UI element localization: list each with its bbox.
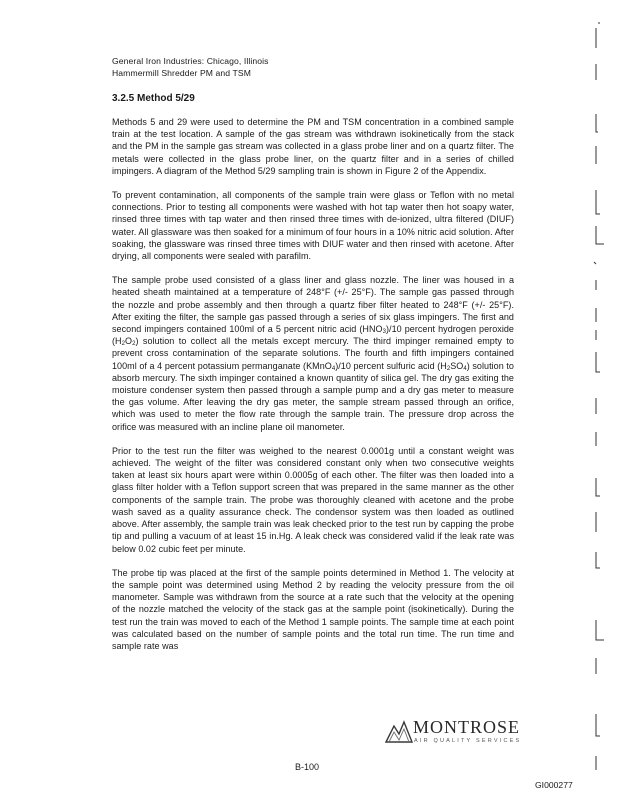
logo-tagline: AIR QUALITY SERVICES [414, 738, 522, 744]
text-run: )/10 percent hydrogen peroxide (H [112, 324, 514, 347]
montrose-logo-icon [384, 716, 414, 746]
subscript: 2 [132, 341, 136, 348]
subscript: 4 [331, 365, 336, 372]
text-run: ) solution to absorb mercury. The sixth impinger contained a known quantity of silica gel. The dry gas exiting the moisture condenser system then passed through a sample pump and a dry gas meter to measure the gas volume. After leaving the dry gas meter, the sample stream passed through an orifice, which was used to meter the flow rate through the sample train. The pressure drop across the orifice was measured with an incline plane oil manometer. [112, 360, 514, 432]
margin-scan-marks [590, 0, 618, 800]
text-run: SO [450, 360, 464, 371]
paragraph-sample-probe [112, 274, 514, 433]
paragraph-probe-sampling: The probe tip was placed at the first of the sample points determined in Method 1. The velocity at the sample point was determined using Method 2 by reading the velocity pressure from the oil manometer. Sample was withdrawn from the source at a rate such that the velocity at the opening of the nozzle matched the velocity of the stack gas at the sample point (isokinetically). During the test run the train was moved to each of the Method 1 sample points. The sample time at each point was calculated based on the number of sample points and the total run time. The run time and sample rate was [112, 567, 514, 651]
text-run: )/10 percent sulfuric acid (H [335, 360, 447, 371]
text-run: The sample probe used consisted of a glass liner and glass nozzle. The liner was housed in a heated sheath maintained at a temperature of 248°F (+/- 25°F). The sample gas passed through the nozzle and probe assembly and then through a quartz fiber filter heated to 248°F (+/- 25°F). After exiting the filter, the sample gas passed through a series of six glass impingers. The first and second impingers contained 100ml of a 5 percent nitric acid (HNO [112, 275, 514, 335]
subscript: 2 [121, 341, 125, 348]
header-client-line: General Iron Industries: Chicago, Illinois [112, 56, 269, 66]
subscript: 4 [463, 365, 467, 372]
subscript: 3 [382, 329, 386, 336]
header-project-line: Hammermill Shredder PM and TSM [112, 67, 251, 78]
montrose-logo [384, 716, 522, 750]
document-body [112, 116, 514, 664]
text-run: ) solution to collect all the metals except mercury. The third impinger remained empty to prevent cross contamination of the separate solutions. The fourth and fifth impingers contained 100ml of a 4 percent potassium permanganate (KMnO [112, 336, 514, 371]
subscript: 2 [446, 365, 451, 372]
paragraph-contamination: To prevent contamination, all components of the sample train were glass or Teflon with no metal connections. Prior to testing all components were washed with hot tap water then hot soapy water, rinsed three times with tap water and then rinsed three times with de-ionized, ultra filtered (DIUF) water. All glassware was then soaked for a minimum of four hours in a 10% nitric acid solution. After soaking, the glassware was rinsed three times with DIUF water and then rinsed with acetone. After drying, all components were sealed with parafilm. [112, 190, 514, 262]
bates-number: GI000277 [535, 780, 573, 790]
text-run: O [125, 336, 133, 347]
document-header [112, 56, 269, 79]
paragraph-method-overview: Methods 5 and 29 were used to determine the PM and TSM concentration in a combined sample train at the test location. A sample of the gas stream was withdrawn isokinetically from the stack and the PM in the sample gas stream was collected in a glass probe liner and on a quartz filter. The metals were collected in the glass probe liner, on the quartz filter and in a series of chilled impingers. A diagram of the Method 5/29 sampling train is shown in Figure 2 of the Appendix. [112, 117, 514, 176]
page-number: B-100 [295, 762, 320, 772]
logo-wordmark: MONTROSE [413, 717, 521, 737]
section-title: 3.2.5 Method 5/29 [112, 93, 195, 104]
paragraph-filter-weighing: Prior to the test run the filter was weighed to the nearest 0.0001g until a constant weight was achieved. The weight of the filter was considered constant only when two consecutive weights taken at least six hours apart were within 0.0005g of each other. The filter was then loaded into a glass filter holder with a Teflon support screen that was prepared in the same manner as the other components of the sample train. The probe was thoroughly cleaned with acetone and the probe wash saved as a quality assurance check. The condensor system was then loaded as outlined above. After assembly, the sample train was leak checked prior to the test run by capping the probe tip and pulling a vacuum of at least 15 in.Hg. A leak check was considered valid if the leak rate was below 0.02 cubic feet per minute. [112, 445, 514, 554]
